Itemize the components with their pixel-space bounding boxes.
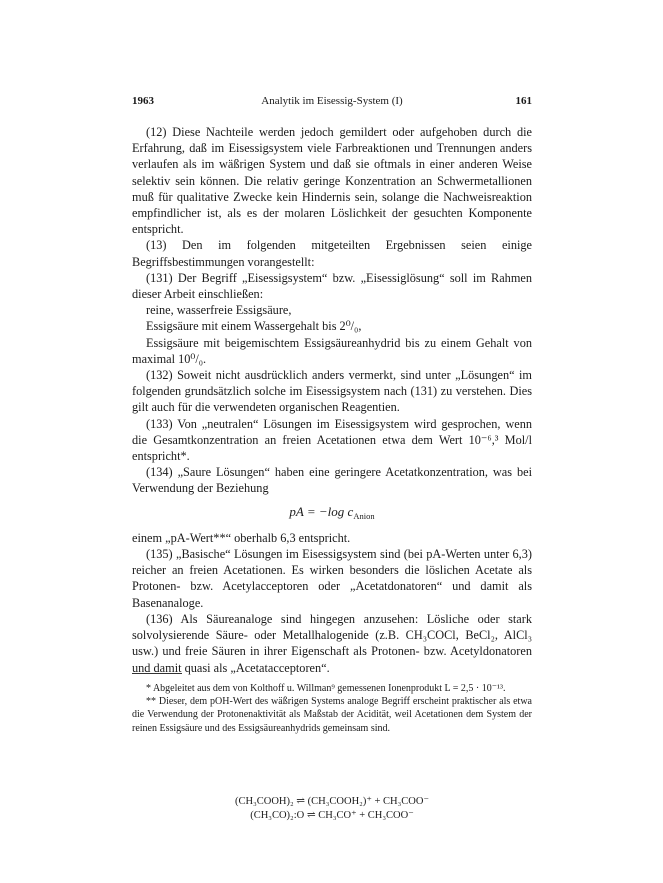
paragraph-134-cont: einem „pA-Wert**“ oberhalb 6,3 entspricht. <box>132 530 351 545</box>
list-item-anhydride-content: Essigsäure mit beigemischtem Essigsäureanhydrid bis zu einem Gehalt von maximal 10⁰/₀. <box>132 335 532 366</box>
paragraph-12: (12) Diese Nachteile werden jedoch gemildert oder aufgehoben durch die Erfahrung, daß im Eisessigsystem viele Farbreaktionen und Trennungen anders verlaufen als im wäßrigen System und daß sie oftmals in einer anderen Weise selektiv sein können. Die relativ geringe Konzentration an Schwermetallionen muß für qualitative Zwecke kein Hindernis sein, solange die Nachweisreaktion empfindlicher ist, als es der molaren Löslichkeit der gesuchten Komponente entspricht. <box>132 125 532 237</box>
equation-anhydride: (CH₃CO)₂:O ⇌ CH₃CO⁺ + CH₃COO⁻ <box>250 810 414 821</box>
header-year: 1963 <box>132 95 154 107</box>
footnote-1: * Abgeleitet aus dem von Kolthoff u. Willman⁹ gemessenen Ionenprodukt L = 2,5 · 10⁻¹³. <box>146 683 506 694</box>
paragraph-135: (135) „Basische“ Lösungen im Eisessigsystem sind (bei pA-Werten unter 6,3) reicher an freien Acetationen. Es wirken besonders die löslichen Acetate als Protonen- bzw. Acetylacceptoren oder „Acetatdonatoren“ und damit als Basenanaloge. <box>132 547 532 610</box>
footnote-2: ** Dieser, dem pOH-Wert des wäßrigen Systems analoge Begriff erscheint praktischer als etwa die Verwendung der Protonenaktivität als Maßstab der Acidität, weil Acetationen dem System der reinen Essigsäure und des Essigsäureanhydrids gemeinsam sind. <box>132 696 532 734</box>
formula-lhs: pA <box>289 503 304 519</box>
paragraph-13: (13) Den im folgenden mitgeteilten Ergebnissen seien einige Begriffsbestimmungen vorangestellt: <box>132 238 532 269</box>
running-header <box>132 95 532 111</box>
formula-subscript: Anion <box>353 510 375 521</box>
formula-pa <box>132 504 532 524</box>
footnotes <box>132 682 532 735</box>
formula-operator: = −log c <box>303 503 354 519</box>
paragraph-132: (132) Soweit nicht ausdrücklich anders vermerkt, sind unter „Lösungen“ im folgenden grundsätzlich solche im Eisessigsystem nach (131) zu verstehen. Dies gilt auch für die verwendeten organischen Reagentien. <box>132 368 532 415</box>
header-page-number: 161 <box>515 95 532 107</box>
paragraph-136: (136) Als Säureanaloge sind hingegen anzusehen: Lösliche oder stark solvolysierende Säure- oder Metallhalogenide (z.B. CH₃COCl, BeCl₂, AlCl₃ usw.) und freie Säuren in ihrer Eigenschaft als Protonen- bzw. Acetyldonatoren und damit quasi als „Acetatacceptoren“. <box>132 611 532 675</box>
body-text <box>132 124 532 676</box>
equation-acetic-acid: (CH₃COOH)₂ ⇌ (CH₃COOH₂)⁺ + CH₃COO⁻ <box>234 796 430 807</box>
list-item-pure-acid: reine, wasserfreie Essigsäure, <box>146 303 292 318</box>
header-running-title: Analytik im Eisessig-System (I) <box>261 95 403 107</box>
paragraph-133: (133) Von „neutralen“ Lösungen im Eisessigsystem wird gesprochen, wenn die Gesamtkonzentration an freien Acetationen etwa dem Wert 10⁻⁶,³ Mol/l entspricht*. <box>132 416 532 464</box>
footnote-divider <box>132 673 182 674</box>
paragraph-131: (131) Der Begriff „Eisessigsystem“ bzw. „Eisessiglösung“ soll im Rahmen dieser Arbeit einschließen: <box>132 270 532 302</box>
equilibrium-equations <box>132 795 532 823</box>
list-item-water-content: Essigsäure mit einem Wassergehalt bis 2⁰/₀, <box>146 319 362 334</box>
paragraph-134: (134) „Saure Lösungen“ haben eine geringere Acetatkonzentration, was bei Verwendung der Beziehung <box>132 465 532 496</box>
